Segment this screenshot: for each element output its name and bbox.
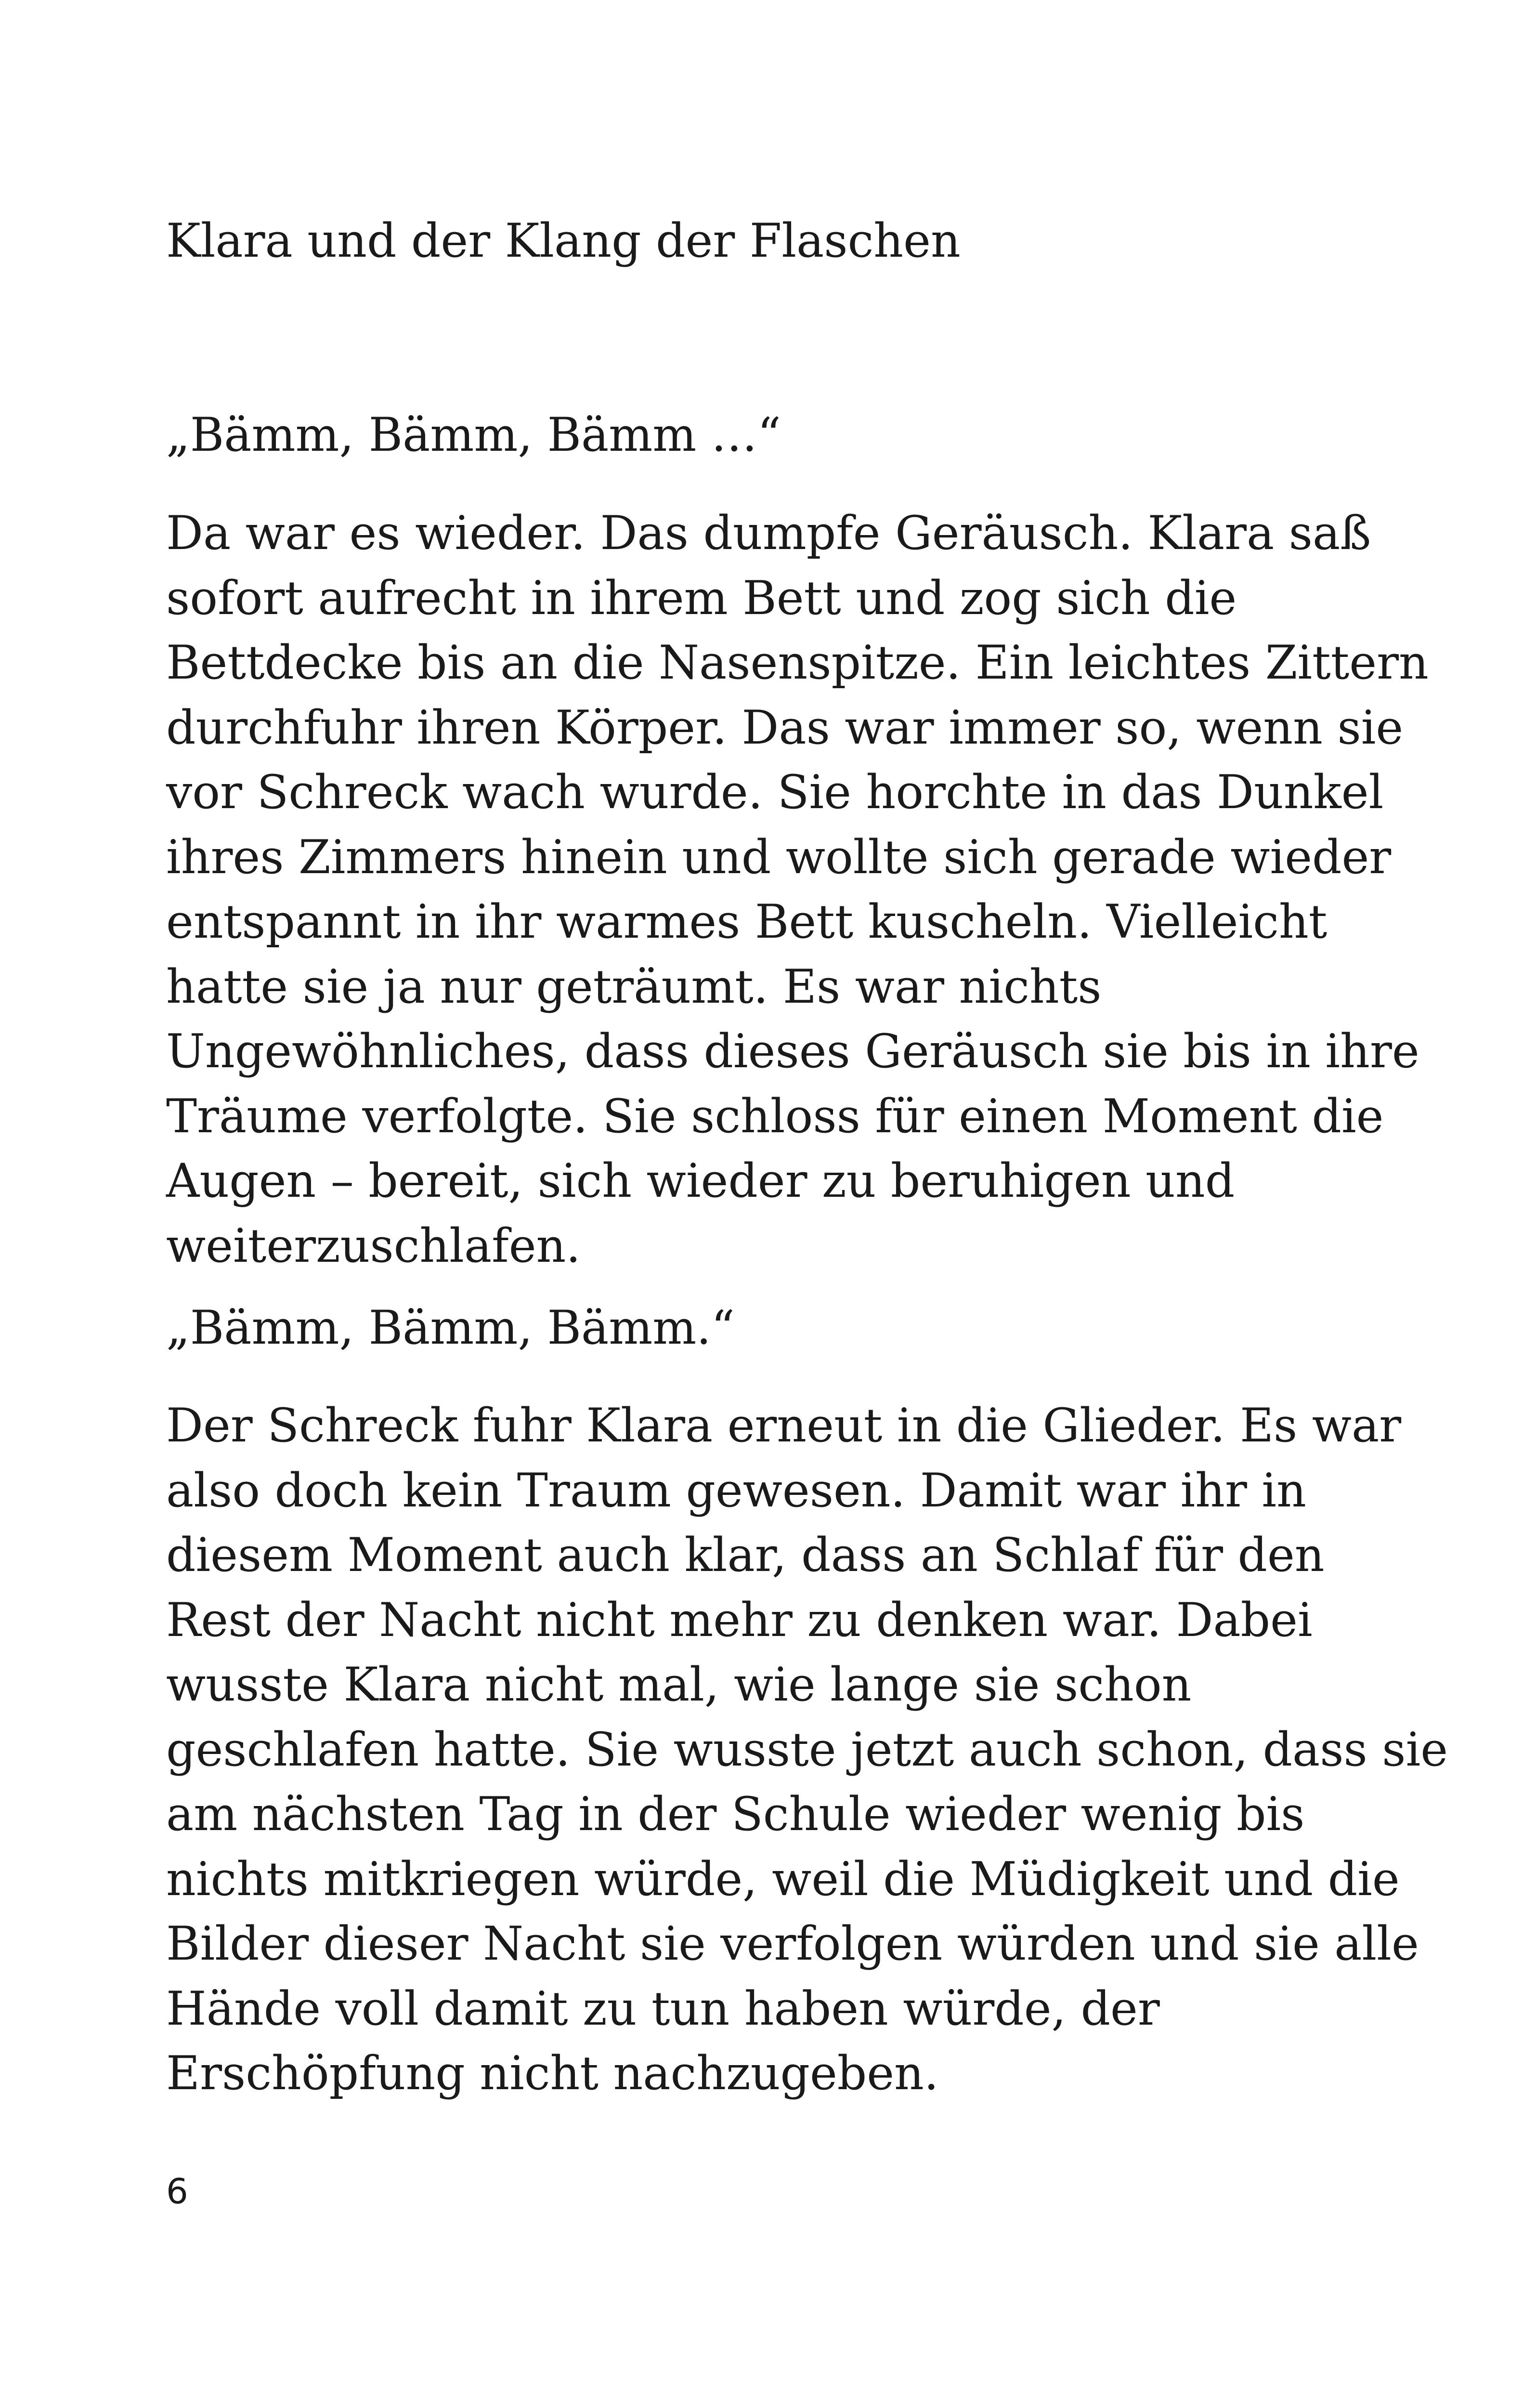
text-line: ihres Zimmers hinein und wollte sich gerade wieder <box>166 830 1392 884</box>
paragraph-1 <box>166 403 1322 468</box>
text-line: am nächsten Tag in der Schule wieder wenig bis <box>166 1787 1305 1841</box>
text-line: Hände voll damit zu tun haben würde, der <box>166 1981 1160 2036</box>
text-line: „Bämm, Bämm, Bämm …“ <box>166 408 781 462</box>
paragraph-3 <box>166 1296 1322 1361</box>
text-line: Bilder dieser Nacht sie verfolgen würden und sie alle <box>166 1917 1419 1971</box>
text-line: wusste Klara nicht mal, wie lange sie schon <box>166 1658 1192 1712</box>
paragraph-4 <box>166 1393 1448 2106</box>
text-line: vor Schreck wach wurde. Sie horchte in das Dunkel <box>166 765 1384 819</box>
text-line: Bettdecke bis an die Nasenspitze. Ein leichtes Zittern <box>166 636 1429 690</box>
text-line: durchfuhr ihren Körper. Das war immer so, wenn sie <box>166 700 1404 755</box>
chapter-title: Klara und der Klang der Flaschen <box>166 214 961 268</box>
text-line: weiterzuschlafen. <box>166 1218 581 1273</box>
text-line: Da war es wieder. Das dumpfe Geräusch. Klara saß <box>166 506 1371 560</box>
text-line: geschlafen hatte. Sie wusste jetzt auch schon, dass sie <box>166 1722 1448 1777</box>
text-line: sofort aufrecht in ihrem Bett und zog sich die <box>166 571 1237 625</box>
text-line: also doch kein Traum gewesen. Damit war ihr in <box>166 1463 1306 1518</box>
text-line: diesem Moment auch klar, dass an Schlaf für den <box>166 1528 1325 1582</box>
text-line: entspannt in ihr warmes Bett kuscheln. Vielleicht <box>166 895 1328 949</box>
text-line: Augen – bereit, sich wieder zu beruhigen und <box>166 1154 1235 1208</box>
text-line: Ungewöhnliches, dass dieses Geräusch sie bis in ihre <box>166 1024 1419 1078</box>
text-line: nichts mitkriegen würde, weil die Müdigkeit und die <box>166 1852 1400 1906</box>
text-line: Der Schreck fuhr Klara erneut in die Glieder. Es war <box>166 1399 1402 1453</box>
text-line: hatte sie ja nur geträumt. Es war nichts <box>166 959 1102 1014</box>
page-number: 6 <box>166 2171 188 2212</box>
text-line: Erschöpfung nicht nachzugeben. <box>166 2046 939 2100</box>
text-line: Träume verfolgte. Sie schloss für einen Moment die <box>166 1089 1384 1143</box>
text-line: Rest der Nacht nicht mehr zu denken war. Dabei <box>166 1593 1313 1647</box>
paragraph-2 <box>166 501 1429 1278</box>
text-line: „Bämm, Bämm, Bämm.“ <box>166 1301 735 1355</box>
